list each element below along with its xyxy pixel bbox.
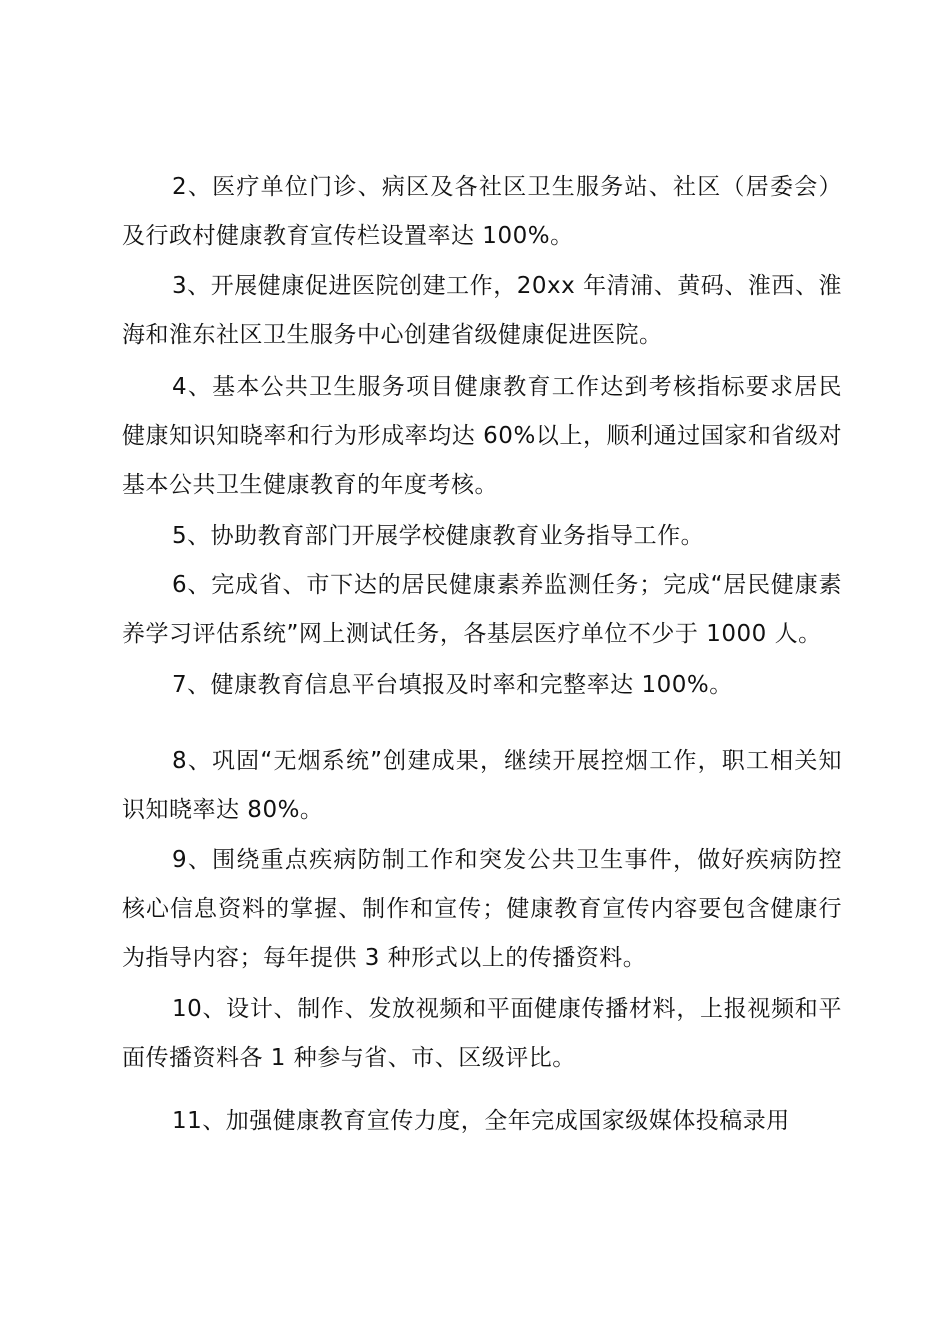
- paragraph-item-10: 10、设计、制作、发放视频和平面健康传播材料，上报视频和平面传播资料各 1 种参与省、市、区级评比。: [122, 996, 842, 1071]
- paragraph-item-3: 3、开展健康促进医院创建工作，20xx 年清浦、黄码、淮西、淮海和淮东社区卫生服务中心创建省级健康促进医院。: [122, 273, 842, 348]
- paragraph-item-5: 5、协助教育部门开展学校健康教育业务指导工作。: [172, 523, 705, 549]
- paragraph-item-4: 4、基本公共卫生服务项目健康教育工作达到考核指标要求居民健康知识知晓率和行为形成率均达 60%以上，顺利通过国家和省级对基本公共卫生健康教育的年度考核。: [122, 374, 842, 498]
- paragraph-item-2: 2、医疗单位门诊、病区及各社区卫生服务站、社区（居委会）及行政村健康教育宣传栏设置率达 100%。: [122, 174, 842, 249]
- paragraph-item-6: 6、完成省、市下达的居民健康素养监测任务；完成“居民健康素养学习评估系统”网上测试任务，各基层医疗单位不少于 1000 人。: [122, 572, 842, 647]
- paragraph-item-11: 11、加强健康教育宣传力度，全年完成国家级媒体投稿录用: [172, 1108, 790, 1134]
- paragraph-item-7: 7、健康教育信息平台填报及时率和完整率达 100%。: [172, 672, 733, 698]
- paragraph-item-8: 8、巩固“无烟系统”创建成果，继续开展控烟工作，职工相关知识知晓率达 80%。: [122, 748, 842, 823]
- paragraph-item-9: 9、围绕重点疾病防制工作和突发公共卫生事件，做好疾病防控核心信息资料的掌握、制作和宣传；健康教育宣传内容要包含健康行为指导内容；每年提供 3 种形式以上的传播资料。: [122, 847, 842, 971]
